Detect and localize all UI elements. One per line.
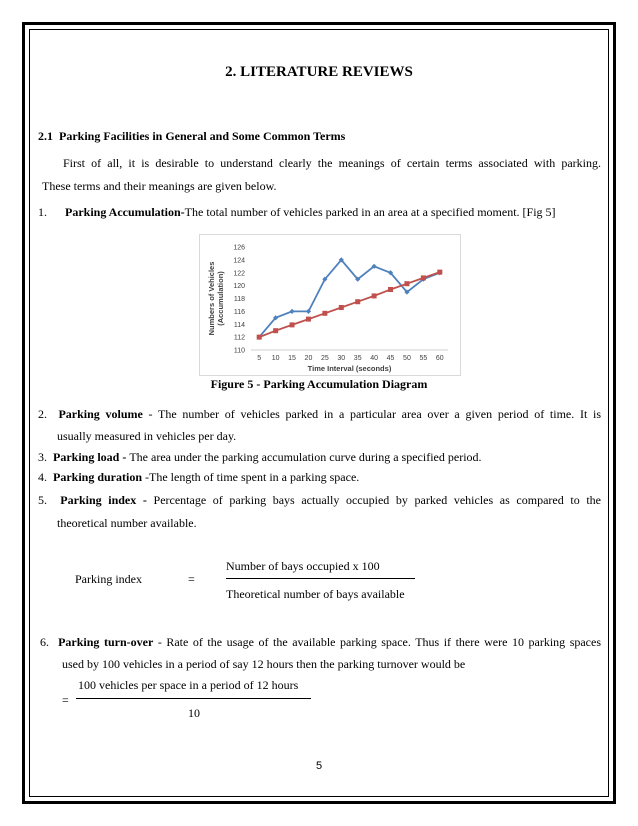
data-point-trend [339, 305, 344, 310]
list-item-5 [38, 492, 601, 508]
list-item-3 [38, 449, 482, 465]
formula2-fraction-bar [76, 698, 311, 699]
chapter-heading: 2. LITERATURE REVIEWS [225, 64, 413, 80]
y-tick-label: 122 [233, 270, 245, 278]
formula1-denominator: Theoretical number of bays available [226, 587, 405, 601]
data-point-trend [355, 299, 360, 304]
data-point-trend [388, 287, 393, 292]
list-item-4 [38, 469, 359, 485]
item-number: 6. [40, 635, 49, 649]
intro-line-1: First of all, it is desirable to understand clearly the meanings of certain terms associated with parking. [63, 156, 601, 170]
section-number: 2.1 [38, 129, 53, 143]
y-tick-label: 110 [233, 347, 245, 355]
item-number: 5. [38, 493, 47, 507]
y-tick-label: 114 [233, 321, 245, 329]
y-tick-label: 118 [233, 296, 245, 303]
item-number: 2. [38, 407, 47, 421]
y-axis-title-line-2: (Accumulation) [216, 271, 225, 326]
formula2-equals: = [62, 693, 69, 707]
item-text: - The number of vehicles parked in a particular area over a given period of time. It is [142, 407, 601, 421]
y-tick-label: 112 [233, 334, 245, 342]
item-term: Parking turn-over [58, 635, 154, 649]
series-line-observed [259, 260, 440, 337]
formula2-denominator: 10 [188, 706, 200, 720]
x-tick-label: 15 [288, 355, 296, 362]
item-term: Parking index - [60, 493, 154, 507]
formula1-equals: = [188, 572, 195, 586]
item-text: -The length of time spent in a parking space. [142, 470, 360, 484]
data-point-trend [437, 270, 442, 275]
item-number: 1. [38, 205, 47, 219]
data-point-trend [404, 281, 409, 286]
item-text: - Rate of the usage of the available parking space. Thus if there were 10 parking spaces [153, 635, 602, 649]
parking-accumulation-chart [199, 234, 461, 376]
formula1-lhs: Parking index [75, 572, 142, 586]
list-item-2-cont: usually measured in vehicles per day. [57, 429, 237, 443]
item-text: The total number of vehicles parked in an area at a specified moment. [Fig 5] [184, 205, 556, 219]
x-tick-label: 25 [320, 355, 329, 362]
y-tick-label: 124 [233, 257, 245, 265]
data-point-observed [289, 309, 294, 314]
x-tick-label: 35 [353, 355, 362, 362]
x-tick-label: 45 [386, 355, 395, 362]
series-line-trend [259, 272, 440, 337]
y-axis-title [207, 262, 225, 336]
section-title: Parking Facilities in General and Some Common Terms [59, 129, 346, 143]
x-tick-label: 5 [257, 355, 262, 362]
x-tick-label: 30 [337, 355, 346, 362]
list-item-2 [38, 406, 601, 422]
list-item-1 [38, 204, 556, 220]
item-number: 3. [38, 450, 47, 464]
item-text: The area under the parking accumulation curve during a specified period. [129, 450, 482, 464]
list-item-6-cont: used by 100 vehicles in a period of say 12 hours then the parking turnover would be [62, 657, 466, 671]
x-tick-label: 50 [403, 355, 411, 362]
item-term: Parking Accumulation- [65, 205, 185, 219]
data-point-trend [306, 317, 311, 322]
list-item-5-cont: theoretical number available. [57, 516, 197, 530]
data-point-trend [257, 335, 262, 340]
item-term: Parking volume [58, 407, 143, 421]
y-tick-label: 116 [233, 308, 245, 316]
y-tick-label: 120 [233, 283, 245, 291]
data-point-trend [290, 322, 295, 327]
x-tick-label: 10 [271, 355, 280, 362]
item-term: Parking duration [53, 470, 143, 484]
section-heading [38, 128, 345, 144]
data-point-trend [372, 293, 377, 298]
x-tick-label: 55 [419, 355, 428, 362]
item-term: Parking load - [53, 450, 130, 464]
page-number: 5 [315, 760, 323, 772]
item-number: 4. [38, 470, 47, 484]
x-tick-label: 60 [435, 355, 444, 362]
figure-caption: Figure 5 - Parking Accumulation Diagram [210, 377, 428, 391]
formula1-numerator: Number of bays occupied x 100 [226, 559, 380, 573]
y-axis-title-line-1: Numbers of Vehicles [207, 261, 216, 336]
item-text: Percentage of parking bays actually occupied by parked vehicles as compared to the [153, 493, 602, 507]
x-tick-label: 40 [370, 355, 379, 362]
x-tick-label: 20 [304, 355, 313, 362]
intro-line-2: These terms and their meanings are given below. [42, 179, 277, 193]
data-point-trend [322, 311, 327, 316]
formula1-fraction-bar [226, 578, 415, 579]
list-item-6 [40, 634, 601, 650]
chart-svg [200, 235, 460, 375]
data-point-trend [273, 328, 278, 333]
formula2-numerator: 100 vehicles per space in a period of 12 hours [78, 678, 299, 692]
y-tick-label: 126 [233, 244, 245, 252]
x-axis-title: Time Interval (seconds) [307, 364, 392, 373]
data-point-trend [421, 275, 426, 280]
